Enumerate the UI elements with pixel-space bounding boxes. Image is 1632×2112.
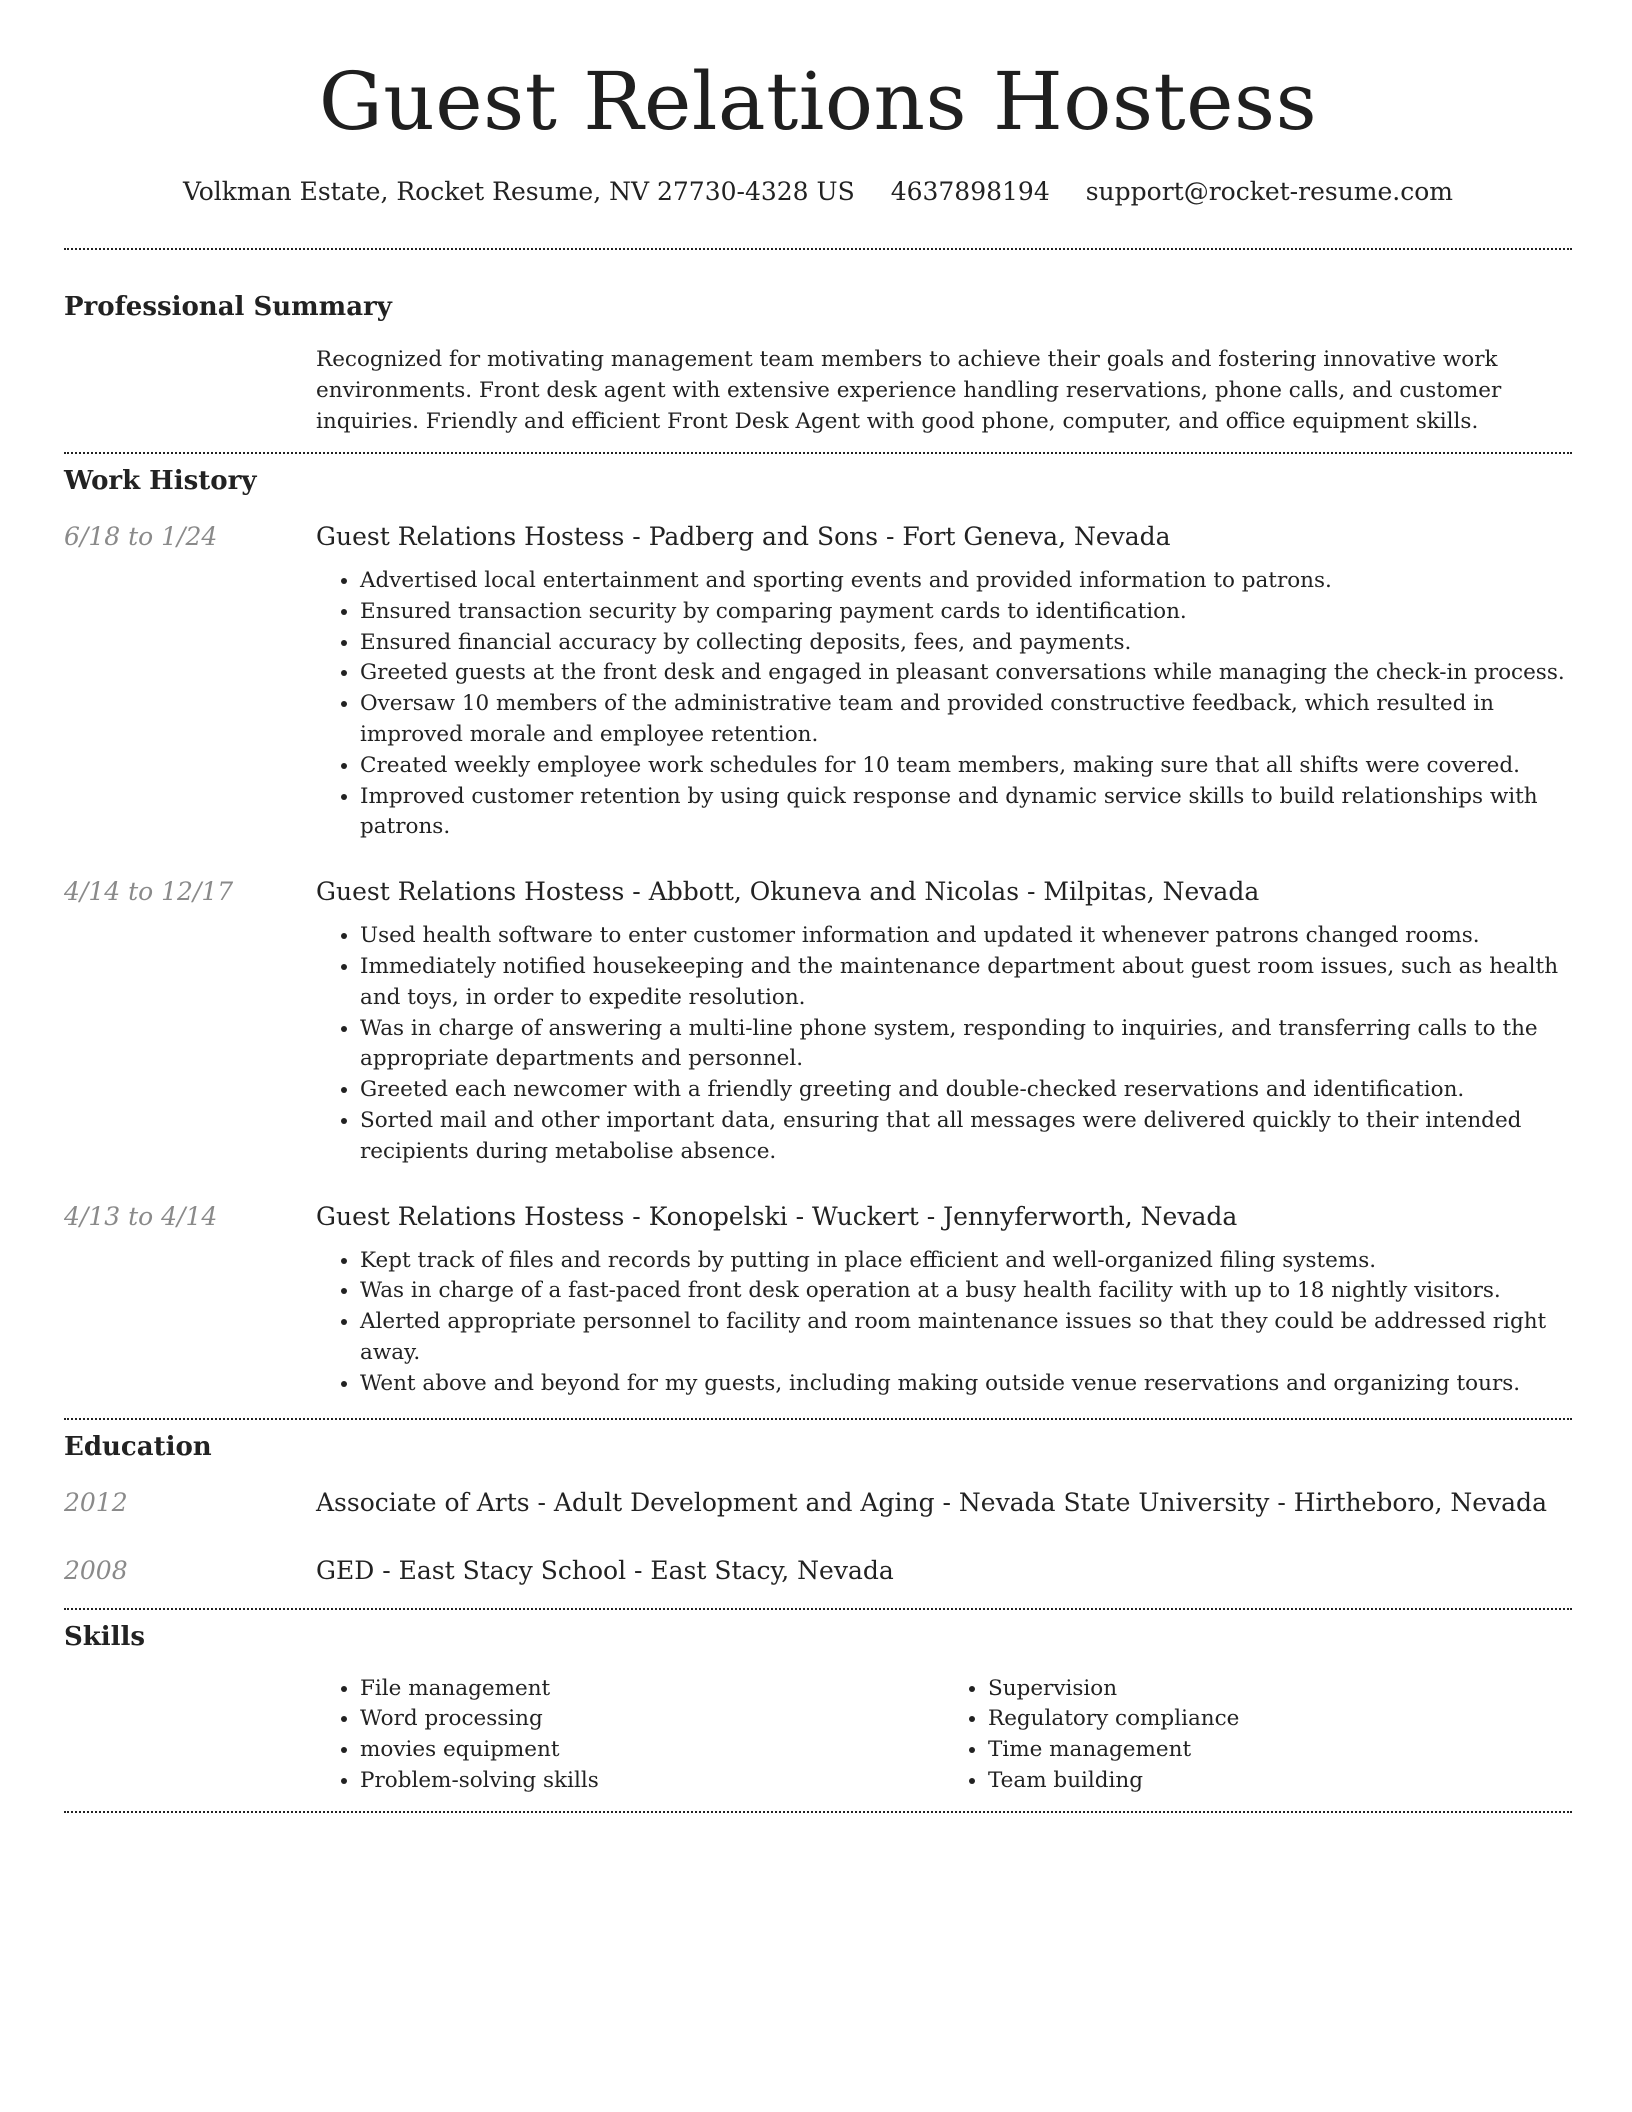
list-item: • Advertised local entertainment and sporting events and provided information to patrons.: [360, 566, 1572, 597]
job-entry: [64, 875, 1572, 1167]
list-item: • File management: [360, 1674, 944, 1705]
list-item: • Improved customer retention by using quick response and dynamic service skills to build relationships with patrons.: [360, 782, 1572, 844]
list-item: • Was in charge of a fast-paced front desk operation at a busy health facility with up to 18 nightly visitors.: [360, 1276, 1572, 1307]
list-item: • movies equipment: [360, 1735, 944, 1766]
resume-name: Guest Relations Hostess: [318, 55, 1318, 148]
list-item: • Time management: [988, 1735, 1572, 1766]
list-item: • Greeted each newcomer with a friendly greeting and double-checked reservations and identification.: [360, 1075, 1572, 1106]
section-title-skills: Skills: [64, 1621, 146, 1652]
divider: [64, 248, 1572, 250]
contact-line: [64, 176, 1572, 208]
education-year: 2012: [64, 1487, 128, 1517]
education-year: 2008: [64, 1555, 128, 1585]
list-item: • Sorted mail and other important data, ensuring that all messages were delivered quickly to their intended recipients during metabolise absence.: [360, 1106, 1572, 1168]
list-item: • Oversaw 10 members of the administrative team and provided constructive feedback, which resulted in improved morale and employee retention.: [360, 689, 1572, 751]
divider: [64, 452, 1572, 454]
job-bullets: [316, 566, 1572, 843]
list-item: • Ensured financial accuracy by collecting deposits, fees, and payments.: [360, 628, 1572, 659]
list-item: • Word processing: [360, 1704, 944, 1735]
list-item: • Team building: [988, 1766, 1572, 1797]
job-dates: 6/18 to 1/24: [64, 522, 218, 551]
list-item: • Supervision: [988, 1674, 1572, 1705]
list-item: • Went above and beyond for my guests, including making outside venue reservations and organizing tours.: [360, 1369, 1572, 1400]
divider: [64, 1418, 1572, 1420]
job-body: [316, 875, 1572, 1167]
list-item: • Regulatory compliance: [988, 1704, 1572, 1735]
section-title-summary: Professional Summary: [64, 292, 392, 322]
resume-page: [64, 0, 1572, 1813]
job-entry: [64, 520, 1572, 843]
job-body: [316, 520, 1572, 843]
job-entry: [64, 1200, 1572, 1400]
job-title: Guest Relations Hostess - Padberg and Sons - Fort Geneva, Nevada: [316, 522, 1171, 551]
list-item: • Problem-solving skills: [360, 1766, 944, 1797]
job-dates: 4/13 to 4/14: [64, 1201, 218, 1231]
divider: [64, 1608, 1572, 1610]
education-entry: [64, 1554, 1572, 1588]
education-text: GED - East Stacy School - East Stacy, Nevada: [316, 1555, 894, 1585]
section-title-work: Work History: [64, 466, 257, 496]
contact-email: support@rocket-resume.com: [1085, 177, 1454, 206]
job-dates: 4/14 to 12/17: [64, 877, 234, 907]
job-title: Guest Relations Hostess - Konopelski - Wuckert - Jennyferworth, Nevada: [316, 1201, 1238, 1231]
contact-phone: 4637898194: [890, 177, 1050, 206]
job-title: Guest Relations Hostess - Abbott, Okuneva and Nicolas - Milpitas, Nevada: [316, 877, 1260, 907]
section-title-education: Education: [64, 1431, 212, 1462]
list-item: • Created weekly employee work schedules for 10 team members, making sure that all shifts were covered.: [360, 751, 1572, 782]
job-body: [316, 1200, 1572, 1400]
education-entry: [64, 1486, 1572, 1520]
list-item: • Ensured transaction security by comparing payment cards to identification.: [360, 597, 1572, 628]
list-item: • Was in charge of answering a multi-line phone system, responding to inquiries, and transferring calls to the appropriate departments and personnel.: [360, 1014, 1572, 1076]
summary-text: Recognized for motivating management team members to achieve their goals and fostering innovative work environments. Front desk agent with extensive experience handling reservations, phone calls, and customer inquiries. Friendly and efficient Front Desk Agent with good phone, computer, and office equipment skills.: [316, 347, 1502, 434]
skills-list: [316, 1674, 1572, 1797]
job-bullets: [316, 921, 1572, 1167]
list-item: • Used health software to enter customer information and updated it whenever patrons changed rooms.: [360, 921, 1572, 952]
job-bullets: [316, 1246, 1572, 1400]
divider: [64, 1811, 1572, 1813]
list-item: • Alerted appropriate personnel to facility and room maintenance issues so that they could be addressed right away.: [360, 1307, 1572, 1369]
list-item: • Immediately notified housekeeping and the maintenance department about guest room issues, such as health and toys, in order to expedite resolution.: [360, 952, 1572, 1014]
skills-column-right: [944, 1674, 1572, 1797]
skills-column-left: [316, 1674, 944, 1797]
list-item: • Kept track of files and records by putting in place efficient and well-organized filing systems.: [360, 1246, 1572, 1277]
education-text: Associate of Arts - Adult Development and Aging - Nevada State University - Hirtheboro, Nevada: [316, 1487, 1547, 1517]
contact-address: Volkman Estate, Rocket Resume, NV 27730-4328 US: [182, 177, 855, 206]
list-item: • Greeted guests at the front desk and engaged in pleasant conversations while managing the check-in process.: [360, 658, 1572, 689]
